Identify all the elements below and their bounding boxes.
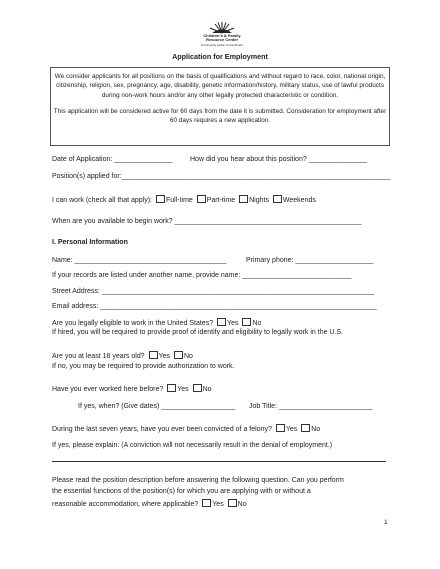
no-label: No: [202, 386, 212, 393]
section-personal-information: I. Personal Information: [52, 239, 128, 246]
page-number: 1: [384, 519, 388, 526]
worked-here-dates-field[interactable]: If yes, when? (Give dates) ___________________: [78, 403, 236, 410]
page-title: Application for Employment: [172, 52, 268, 61]
no-label: No: [183, 353, 193, 360]
felony-explanation-label: If yes, please explain: (A conviction will not necessarily result in the denial of employment.): [52, 442, 333, 449]
parttime-label: Part-time: [206, 197, 236, 204]
proof-of-eligibility-note: If hired, you will be required to provide proof of identify and eligibility to legally work in the U.S.: [52, 329, 344, 336]
worked-here-question: Have you ever worked here before?: [52, 386, 164, 393]
worked-here-no-checkbox[interactable]: [193, 384, 202, 392]
eeo-statement: We consider applicants for all positions on the basis of qualifications and without regard to race, color, national origin, citizenship, religion, sex, pregnancy, age, disability, genetic information/history, military status, use of lawful products during non-work hours and/or any other legally protected characteristic or condition.: [54, 73, 386, 99]
parttime-checkbox[interactable]: [197, 195, 206, 203]
felony-question: During the last seven years, have you ever been convicted of a felony?: [52, 426, 272, 433]
legally-eligible-yes-checkbox[interactable]: [217, 318, 226, 326]
fulltime-checkbox[interactable]: [156, 195, 165, 203]
no-label: No: [237, 501, 247, 508]
yes-label: Yes: [212, 501, 224, 508]
yes-label: Yes: [227, 320, 239, 327]
felony-yes-checkbox[interactable]: [276, 424, 285, 432]
no-label: No: [252, 320, 262, 327]
positions-applied-field[interactable]: Position(s) applied for:_____________________________________________________________________: [52, 173, 391, 180]
worked-here-yes-checkbox[interactable]: [167, 384, 176, 392]
name-field[interactable]: Name: _______________________________________: [52, 257, 227, 264]
accommodation-question: reasonable accommodation, where applicable?: [52, 501, 199, 508]
street-address-field[interactable]: Street Address: ______________________________________________________________________: [52, 288, 375, 295]
available-to-begin-field[interactable]: When are you available to begin work? ________________________________________________: [52, 218, 362, 225]
other-name-field[interactable]: If your records are listed under another name, provide name: ____________________________: [52, 272, 352, 279]
legally-eligible-question: Are you legally eligible to work in the United States?: [52, 320, 214, 327]
worked-here-row: [52, 384, 212, 393]
felony-explanation-line[interactable]: [52, 461, 386, 462]
application-validity-statement: This application will be considered active for 60 days from the date it is submitted. Consideration for employment after 60 days requires a new application.: [53, 107, 387, 125]
legally-eligible-no-checkbox[interactable]: [242, 318, 251, 326]
felony-no-checkbox[interactable]: [301, 424, 310, 432]
fulltime-label: Full-time: [165, 197, 193, 204]
email-address-field[interactable]: Email address: _______________________________________________________________________: [52, 303, 377, 310]
date-of-application-field[interactable]: Date of Application: _______________: [52, 156, 173, 163]
age-18-row: [52, 351, 193, 360]
how-did-you-hear-field[interactable]: How did you hear about this position? _______________: [190, 156, 368, 163]
nights-checkbox[interactable]: [239, 195, 248, 203]
yes-label: Yes: [285, 426, 298, 433]
accommodation-yes-checkbox[interactable]: [202, 499, 211, 507]
age-18-no-checkbox[interactable]: [174, 351, 183, 359]
legally-eligible-row: [52, 318, 261, 327]
authorization-note: If no, you may be required to provide authorization to work.: [52, 363, 235, 370]
accommodation-no-checkbox[interactable]: [228, 499, 237, 507]
can-work-row: [52, 195, 316, 204]
yes-label: Yes: [177, 386, 189, 393]
felony-row: [52, 424, 320, 433]
sunburst-icon: [199, 20, 245, 34]
logo-line-3: Community Action Commitment: [200, 42, 243, 47]
can-work-label: I can work (check all that apply):: [52, 197, 152, 204]
age-18-yes-checkbox[interactable]: [149, 351, 158, 359]
no-label: No: [311, 426, 321, 433]
weekends-label: Weekends: [282, 197, 316, 204]
accommodation-row: [52, 499, 247, 508]
eeo-notice-box: [50, 67, 390, 146]
accommodation-text-line-2: the essential functions of the position(s) for which you are applying with or without a: [52, 488, 311, 495]
age-18-question: Are you at least 18 years old?: [52, 353, 145, 360]
weekends-checkbox[interactable]: [273, 195, 282, 203]
primary-phone-field[interactable]: Primary phone: ____________________: [246, 257, 374, 264]
job-title-field[interactable]: Job Title: ________________________: [249, 403, 373, 410]
logo-line-1: Children's & Family: [203, 33, 241, 38]
yes-label: Yes: [158, 353, 170, 360]
nights-label: Nights: [249, 197, 269, 204]
logo-line-2: Resource Center: [205, 37, 238, 42]
accommodation-text-line-1: Please read the position description before answering the following question. Can you perform: [52, 477, 344, 484]
organization-logo: [199, 20, 245, 50]
